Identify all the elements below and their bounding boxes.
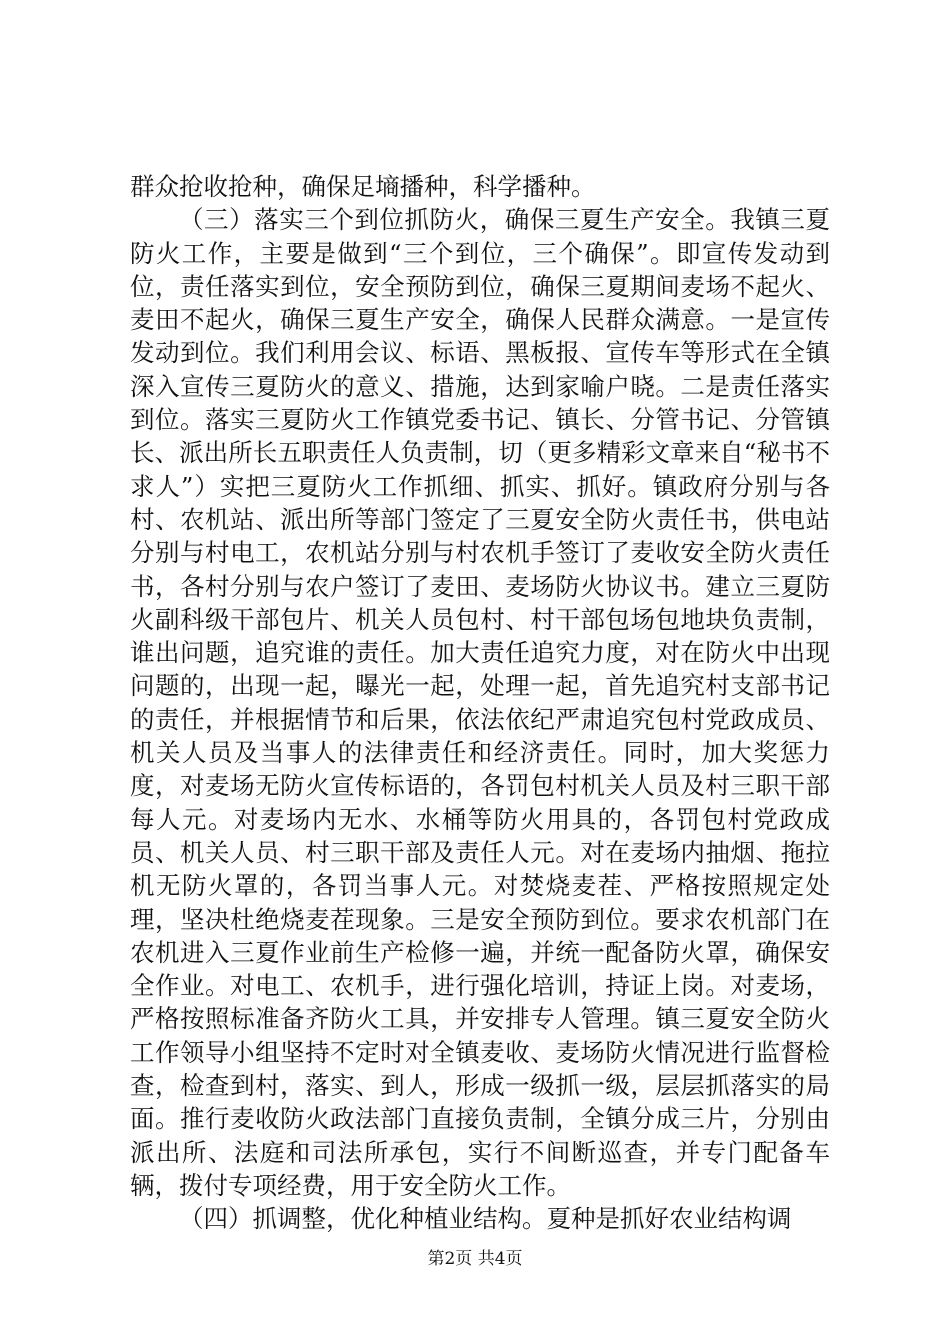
document-body (130, 170, 830, 1236)
page-footer: 第2页 共4页 (427, 1249, 523, 1269)
paragraph-fire-prevention: （三）落实三个到位抓防火，确保三夏生产安全。我镇三夏防火工作，主要是做到“三个到位，三个确保”。即宣传发动到位，责任落实到位，安全预防到位，确保三夏期间麦场不起火、麦田不起火，确保三夏生产安全，确保人民群众满意。一是宣传发动到位。我们利用会议、标语、黑板报、宣传车等形式在全镇深入宣传三夏防火的意义、措施，达到家喻户晓。二是责任落实到位。落实三夏防火工作镇党委书记、镇长、分管书记、分管镇长、派出所长五职责任人负责制，切（更多精彩文章来自“秘书不求人”）实把三夏防火工作抓细、抓实、抓好。镇政府分别与各村、农机站、派出所等部门签定了三夏安全防火责任书，供电站分别与村电工，农机站分别与村农机手签订了麦收安全防火责任书，各村分别与农户签订了麦田、麦场防火协议书。建立三夏防火副科级干部包片、机关人员包村、村干部包场包地块负责制，谁出问题，追究谁的责任。加大责任追究力度，对在防火中出现问题的，出现一起，曝光一起，处理一起，首先追究村支部书记的责任，并根据情节和后果，依法依纪严肃追究包村党政成员、机关人员及当事人的法律责任和经济责任。同时，加大奖惩力度，对麦场无防火宣传标语的，各罚包村机关人员及村三职干部每人元。对麦场内无水、水桶等防火用具的，各罚包村党政成员、机关人员、村三职干部及责任人元。对在麦场内抽烟、拖拉机无防火罩的，各罚当事人元。对焚烧麦茬、严格按照规定处理，坚决杜绝烧麦茬现象。三是安全预防到位。要求农机部门在农机进入三夏作业前生产检修一遍，并统一配备防火罩，确保安全作业。对电工、农机手，进行强化培训，持证上岗。对麦场，严格按照标准备齐防火工具，并安排专人管理。镇三夏安全防火工作领导小组坚持不定时对全镇麦收、麦场防火情况进行监督检查，检查到村，落实、到人，形成一级抓一级，层层抓落实的局面。推行麦收防火政法部门直接负责制，全镇分成三片，分别由派出所、法庭和司法所承包，实行不间断巡查，并专门配备车辆，拨付专项经费，用于安全防火工作。 (130, 205, 830, 1200)
paragraph-structure-adjustment: （四）抓调整，优化种植业结构。夏种是抓好农业结构调 (179, 1204, 792, 1234)
paragraph-continuation: 群众抢收抢种，确保足墒播种，科学播种。 (130, 172, 596, 201)
